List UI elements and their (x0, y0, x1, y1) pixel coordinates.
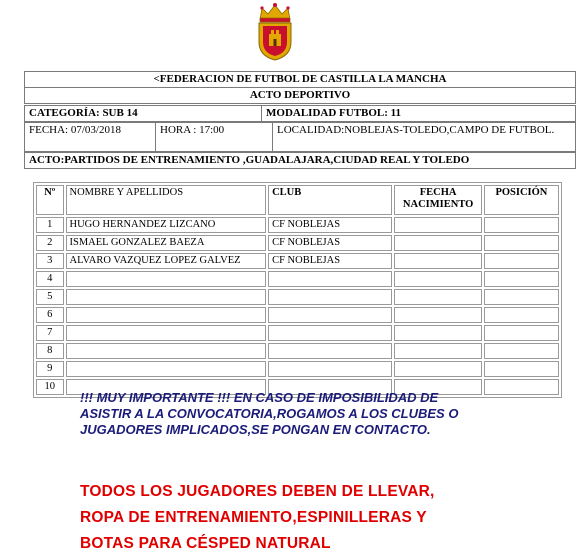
act-type: ACTO DEPORTIVO (25, 88, 576, 104)
column-header-club: CLUB (268, 185, 392, 215)
row-number: 9 (36, 361, 64, 377)
player-club: CF NOBLEJAS (268, 253, 392, 269)
header-title-block (24, 71, 576, 104)
player-name (66, 361, 267, 377)
player-name: ALVARO VAZQUEZ LOPEZ GALVEZ (66, 253, 267, 269)
federation-crest-icon (254, 2, 296, 62)
date-time-location-row (24, 122, 576, 152)
important-notice (80, 390, 510, 438)
warning-line: TODOS LOS JUGADORES DEBEN DE LLEVAR, (80, 483, 435, 500)
player-name (66, 325, 267, 341)
player-birthdate (394, 307, 481, 323)
player-name (66, 343, 267, 359)
modality-label: MODALIDAD FUTBOL: 11 (262, 106, 576, 122)
player-position (484, 307, 559, 323)
table-row (36, 307, 559, 323)
players-table (33, 182, 562, 398)
act-description: ACTO:PARTIDOS DE ENTRENAMIENTO ,GUADALAJARA,CIUDAD REAL Y TOLEDO (25, 153, 576, 169)
notice-line: ASISTIR A LA CONVOCATORIA,ROGAMOS A LOS CLUBES O (80, 406, 459, 421)
player-club (268, 271, 392, 287)
row-number: 8 (36, 343, 64, 359)
warning-line: ROPA DE ENTRENAMIENTO,ESPINILLERAS Y (80, 509, 427, 526)
table-row (36, 217, 559, 233)
warning-line: BOTAS PARA CÉSPED NATURAL (80, 535, 331, 552)
category-label: CATEGORÍA: SUB 14 (25, 106, 262, 122)
player-position (484, 343, 559, 359)
player-birthdate (394, 271, 481, 287)
row-number: 5 (36, 289, 64, 305)
player-position (484, 235, 559, 251)
player-club (268, 343, 392, 359)
row-number: 4 (36, 271, 64, 287)
player-birthdate (394, 217, 481, 233)
row-number: 10 (36, 379, 64, 395)
location-label: LOCALIDAD:NOBLEJAS-TOLEDO,CAMPO DE FUTBOL. (273, 123, 576, 152)
column-header-position: POSICIÓN (484, 185, 559, 215)
player-name: HUGO HERNANDEZ LIZCANO (66, 217, 267, 233)
player-club (268, 325, 392, 341)
row-number: 7 (36, 325, 64, 341)
player-club (268, 307, 392, 323)
table-header-row (36, 185, 559, 215)
table-row (36, 361, 559, 377)
player-name (66, 271, 267, 287)
player-position (484, 325, 559, 341)
table-row (36, 271, 559, 287)
table-row (36, 253, 559, 269)
table-row (36, 235, 559, 251)
notice-line: !!! MUY IMPORTANTE !!! EN CASO DE IMPOSIBILIDAD DE (80, 390, 439, 405)
player-position (484, 253, 559, 269)
player-name (66, 307, 267, 323)
row-number: 6 (36, 307, 64, 323)
table-row (36, 325, 559, 341)
player-club (268, 361, 392, 377)
category-row (24, 105, 576, 122)
table-row (36, 343, 559, 359)
player-birthdate (394, 361, 481, 377)
row-number: 1 (36, 217, 64, 233)
row-number: 2 (36, 235, 64, 251)
player-name: ISMAEL GONZALEZ BAEZA (66, 235, 267, 251)
player-position (484, 217, 559, 233)
player-club (268, 289, 392, 305)
column-header-number: Nº (36, 185, 64, 215)
act-row (24, 152, 576, 169)
player-birthdate (394, 325, 481, 341)
player-birthdate (394, 253, 481, 269)
table-row (36, 289, 559, 305)
date-label: FECHA: 07/03/2018 (25, 123, 156, 152)
player-birthdate (394, 235, 481, 251)
notice-line: JUGADORES IMPLICADOS,SE PONGAN EN CONTACTO. (80, 422, 431, 437)
equipment-warning (80, 479, 520, 557)
time-label: HORA : 17:00 (156, 123, 273, 152)
player-birthdate (394, 343, 481, 359)
player-club: CF NOBLEJAS (268, 217, 392, 233)
column-header-name: NOMBRE Y APELLIDOS (66, 185, 267, 215)
player-position (484, 361, 559, 377)
column-header-birthdate: FECHA NACIMIENTO (394, 185, 481, 215)
federation-name: <FEDERACION DE FUTBOL DE CASTILLA LA MANCHA (25, 72, 576, 88)
player-position (484, 289, 559, 305)
row-number: 3 (36, 253, 64, 269)
player-position (484, 271, 559, 287)
player-name (66, 289, 267, 305)
player-birthdate (394, 289, 481, 305)
player-club: CF NOBLEJAS (268, 235, 392, 251)
